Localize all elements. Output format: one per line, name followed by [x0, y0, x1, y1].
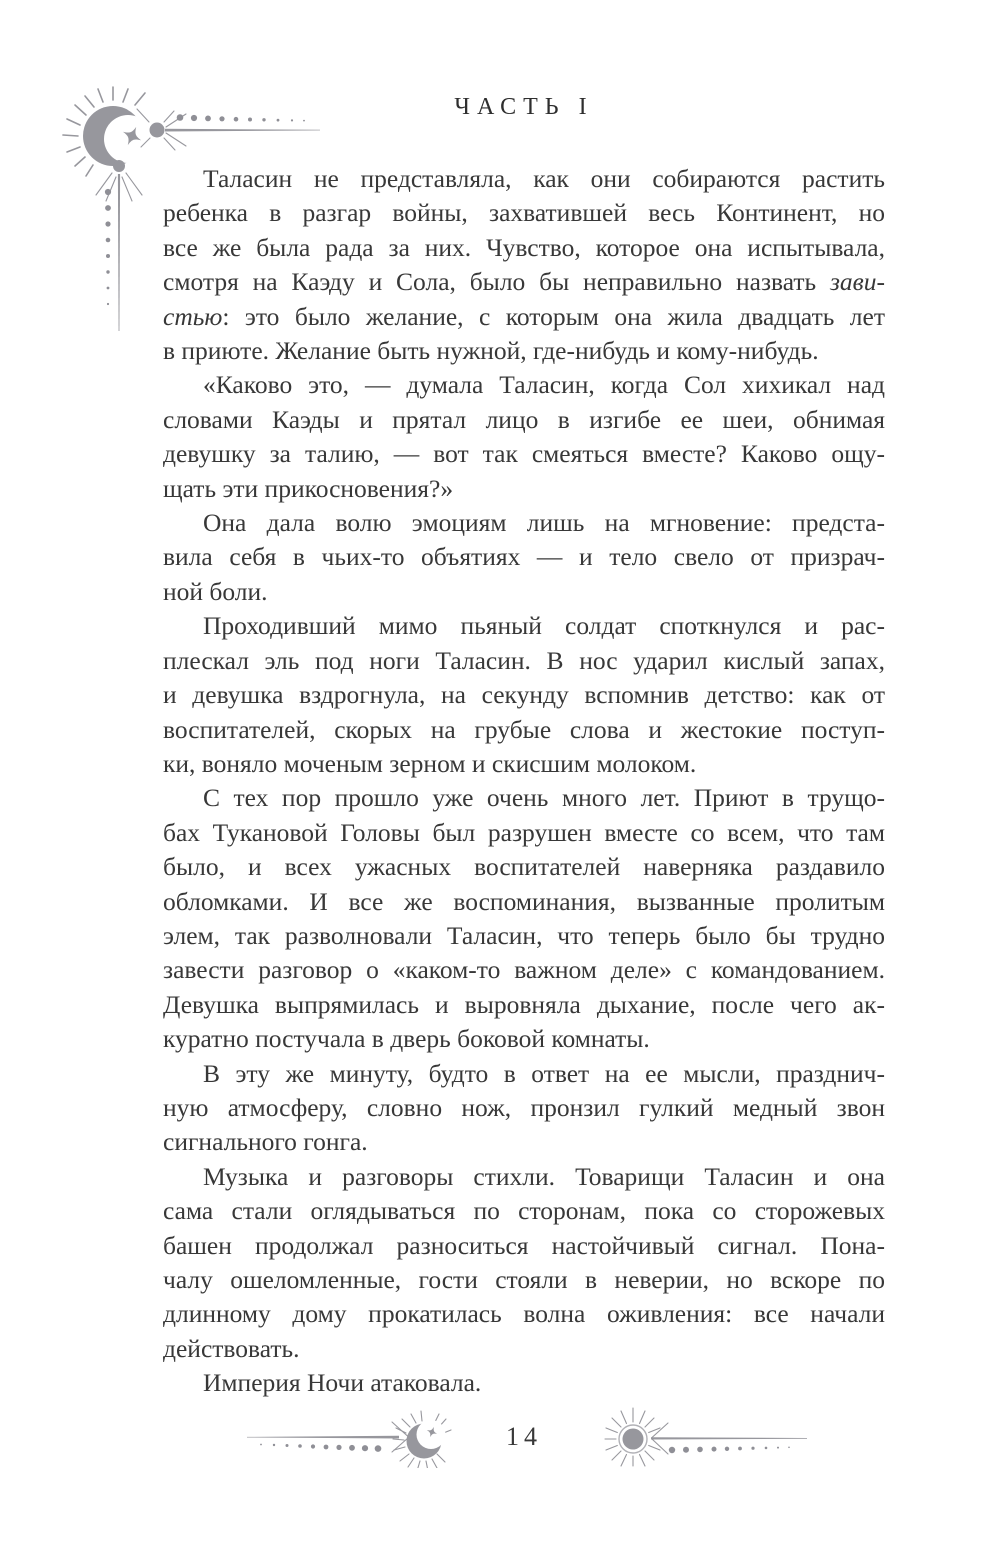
- text-line: [163, 644, 885, 678]
- vertical-tail-line: [118, 174, 120, 331]
- text: куратно постучала в дверь боковой комнаты.: [163, 1024, 650, 1054]
- paragraph: [163, 609, 885, 781]
- text-line: [163, 1297, 885, 1331]
- text-line: [163, 368, 885, 402]
- text-line: [163, 953, 885, 987]
- divider-line: [651, 1437, 807, 1439]
- text-line: [163, 1263, 885, 1297]
- paragraph: [163, 506, 885, 609]
- text: завести разговор о «каком-то важном деле» с командованием.: [163, 955, 885, 985]
- text: ки, воняло моченым зерном и скисшим молоком.: [163, 748, 697, 778]
- text-line: [163, 265, 885, 299]
- text: Империя Ночи атаковала.: [203, 1368, 482, 1398]
- text-line: [163, 1332, 885, 1366]
- text: щать эти прикосновения?»: [163, 473, 454, 503]
- text: ребенка в разгар войны, захватившей весь Континент, но: [163, 198, 885, 228]
- text: плескал эль под ноги Таласин. В нос ударил кислый запах,: [163, 645, 885, 675]
- text: В эту же минуту, будто в ответ на ее мысли, празднич-: [203, 1058, 885, 1088]
- text: : это было желание, с которым она жила двадцать лет: [222, 301, 885, 331]
- text: Музыка и разговоры стихли. Товарищи Таласин и она: [203, 1161, 885, 1191]
- text-line: [163, 300, 885, 334]
- text: Таласин не представляла, как они собираются растить: [203, 164, 885, 193]
- text: бах Тукановой Головы был разрушен вместе со всем, что там: [163, 817, 885, 847]
- text: воспитателей, скорых на грубые слова и жестокие поступ-: [163, 714, 885, 744]
- text-line: [163, 1160, 885, 1194]
- text: было, и всех ужасных воспитателей наверняка раздавило: [163, 852, 885, 882]
- text: чалу ошеломленные, гости стояли в неверии, но вскоре по: [163, 1265, 885, 1294]
- text: все же была рада за них. Чувство, которое она испытывала,: [163, 232, 885, 262]
- text-line: [163, 609, 885, 643]
- text-line: [163, 437, 885, 471]
- text-line: [163, 1229, 885, 1263]
- text: обломками. И все же воспоминания, вызванные пролитым: [163, 886, 885, 916]
- spark-dot: [150, 123, 165, 138]
- text: ную атмосферу, словно нож, пронзил гулкий медный звон: [163, 1092, 885, 1122]
- text: Проходивший мимо пьяный солдат споткнулся и рас-: [203, 611, 885, 641]
- paragraph: [163, 162, 885, 368]
- paragraph: [163, 1160, 885, 1366]
- text: вила себя в чьих-то объятиях — и тело свело от призрач-: [163, 542, 885, 572]
- part-title: ЧАСТЬ I: [454, 94, 594, 120]
- text: ной боли.: [163, 576, 268, 606]
- text: С тех пор прошло уже очень много лет. Приют в трущо-: [203, 783, 885, 813]
- text: в приюте. Желание быть нужной, где-нибудь и кому-нибудь.: [163, 336, 819, 366]
- text: «Каково это, — думала Таласин, когда Сол хихикал над: [203, 370, 885, 400]
- text-line: [163, 1366, 885, 1400]
- text-line: [163, 231, 885, 265]
- text: смотря на Каэду и Сола, было бы неправильно назвать: [163, 267, 830, 297]
- text-line: [163, 472, 885, 506]
- text-line: [163, 747, 885, 781]
- text-line: [163, 540, 885, 574]
- paragraph: [163, 1057, 885, 1160]
- text-line: [163, 816, 885, 850]
- text-line: [163, 162, 885, 196]
- text-line: [163, 919, 885, 953]
- text: и девушка вздрогнула, на секунду вспомнив детство: как от: [163, 680, 885, 710]
- text-line: [163, 334, 885, 368]
- text: действовать.: [163, 1333, 300, 1363]
- text-line: [163, 781, 885, 815]
- text-line: [163, 988, 885, 1022]
- sun-divider-icon: [585, 1404, 815, 1468]
- text-line: [163, 1057, 885, 1091]
- text: словами Каэды и прятал лицо в изгибе ее шеи, обнимая: [163, 404, 885, 434]
- text-line: [163, 713, 885, 747]
- italic-text: стью: [163, 301, 223, 331]
- text: элем, так разволновали Таласин, что теперь было бы трудно: [163, 920, 885, 950]
- paragraph: [163, 368, 885, 506]
- text-line: [163, 1125, 885, 1159]
- text-line: [163, 1091, 885, 1125]
- text: Она дала волю эмоциям лишь на мгновение: предста-: [203, 508, 885, 538]
- body-text: [163, 162, 885, 1401]
- paragraph: [163, 1366, 885, 1400]
- text: длинному дому прокатилась волна оживления: все начали: [163, 1299, 885, 1329]
- text: башен продолжал разноситься настойчивый сигнал. Пона-: [163, 1230, 885, 1260]
- text-line: [163, 678, 885, 712]
- text: сама стали оглядываться по сторонам, пока со сторожевых: [163, 1196, 885, 1226]
- italic-text: зави-: [829, 267, 885, 297]
- text: девушку за талию, — вот так смеяться вместе? Каково ощу-: [163, 439, 885, 469]
- divider-dots: [669, 1447, 790, 1454]
- ornament-dot: [113, 160, 125, 172]
- text-line: [163, 850, 885, 884]
- text: Девушка выпрямилась и выровняла дыхание, после чего ак-: [163, 989, 885, 1019]
- paragraph: [163, 781, 885, 1056]
- text-line: [163, 885, 885, 919]
- page-number: 14: [506, 1422, 542, 1451]
- text: сигнального гонга.: [163, 1127, 368, 1157]
- text-line: [163, 1022, 885, 1056]
- text-line: [163, 506, 885, 540]
- footer-right-ornament: [585, 1404, 815, 1468]
- text-line: [163, 1194, 885, 1228]
- text-line: [163, 403, 885, 437]
- text-line: [163, 196, 885, 230]
- text-line: [163, 575, 885, 609]
- crescent-moon-icon: [83, 106, 152, 166]
- vertical-dots: [105, 189, 111, 305]
- horizontal-line: [165, 129, 320, 132]
